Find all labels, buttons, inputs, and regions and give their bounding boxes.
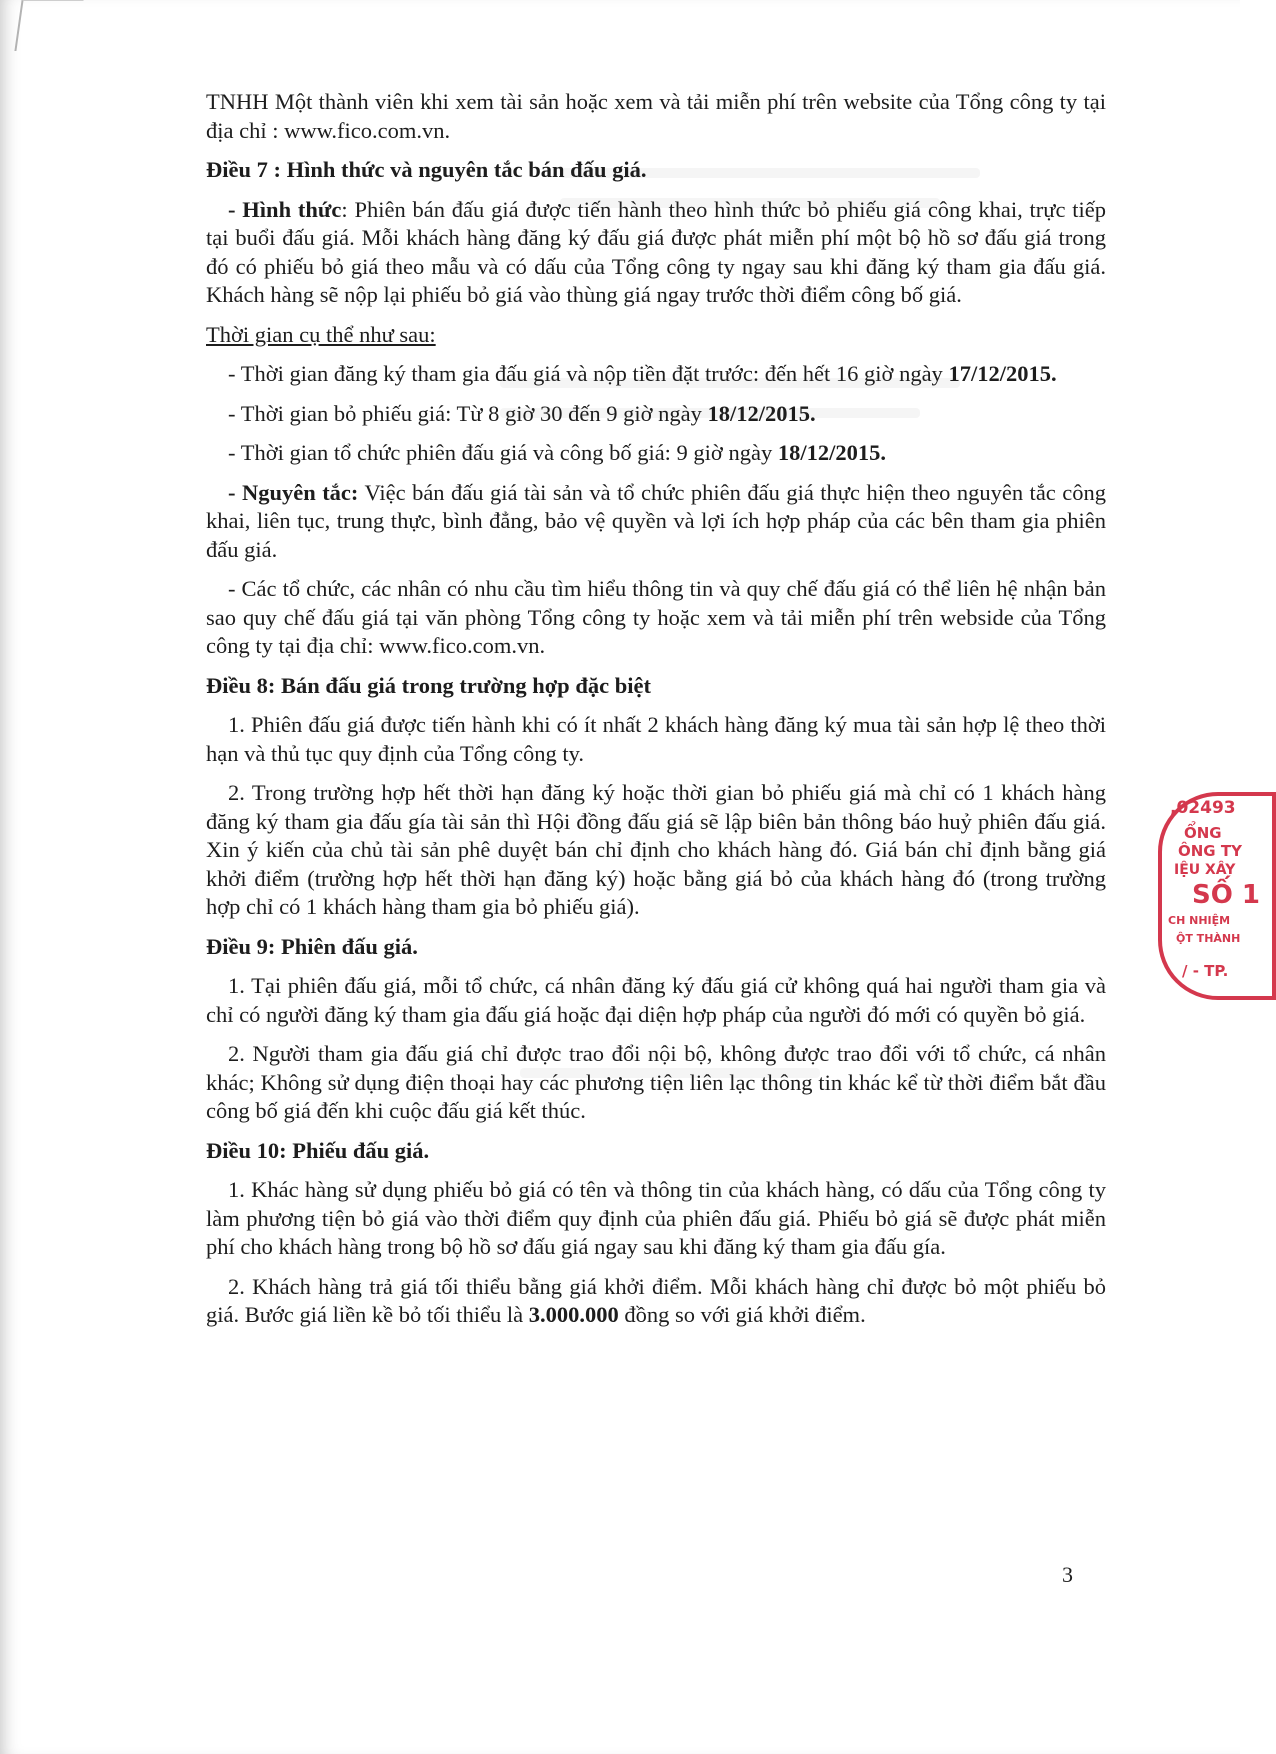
article-9-item-1: 1. Tại phiên đấu giá, mỗi tổ chức, cá nhân đăng ký đấu giá cử không quá hai người tham gia và chỉ có người đăng ký tham gia đấu giá hoặc đại diện hợp pháp của người đó mới có quyền bỏ giá. [206,973,1106,1027]
paragraph-text: - Thời gian bỏ phiếu giá: Từ 8 giờ 30 đến 9 giờ ngày [228,400,708,426]
paragraph-text: - Thời gian đăng ký tham gia đấu giá và nộp tiền đặt trước: đến hết 16 giờ ngày [228,361,949,386]
bold-amount: 3.000.000 [528,1302,619,1327]
stamp-text: ỘT THÀNH [1176,932,1241,945]
stamp-text: IỆU XÂY [1174,862,1236,878]
article-10-heading: Điều 10: Phiếu đấu giá. [206,1137,430,1163]
paragraph-text: 2. Khách hàng trả giá tối thiểu bằng giá khởi điểm. Mỗi khách hàng chỉ được bỏ một phiếu bỏ giá. Bước giá liền kề bỏ tối thiểu là [206,1273,1106,1327]
page-number: 3 [1062,1562,1073,1587]
paragraph-continuation: TNHH Một thành viên khi xem tài sản hoặc xem và tải miễn phí trên website của Tổng công ty tại địa chỉ : www.fico.com.vn. [206,89,1106,143]
schedule-subheading [206,321,1106,350]
article-9-item-2: 2. Người tham gia đấu giá chỉ được trao đổi nội bộ, không được trao đổi với tổ chức, cá nhân khác; Không sử dụng điện thoại hay các phương tiện liên lạc thông tin khác kể từ thời điểm bắt đầu công bố giá đến khi cuộc đấu giá kết thúc. [206,1041,1106,1123]
paragraph-contact: - Các tổ chức, các nhân có nhu cầu tìm hiểu thông tin và quy chế đấu giá có thể liên hệ nhận bản sao quy chế đấu giá tại văn phòng Tổng công ty hoặc xem và tải miễn phí trên webside của Tổng công ty tại địa chỉ: www.fico.com.vn. [206,576,1106,658]
paragraph-text: : Phiên bán đấu giá được tiến hành theo hình thức bỏ phiếu giá công khai, trực tiếp tại buổi đấu giá. Mỗi khách hàng đăng ký đấu giá được phát miễn phí một bộ hồ sơ đấu giá trong đó có phiếu bỏ giá theo mẫu và có dấu của Tổng công ty ngay sau khi đăng ký tham gia đấu giá. Khách hàng sẽ nộp lại phiếu bỏ giá vào thùng giá ngay trước thời điểm công bố giá. [206,196,1106,307]
stamp-text: ỔNG [1184,824,1222,842]
corner-fold-mark [14,0,83,51]
article-10-item-1: 1. Khác hàng sử dụng phiếu bỏ giá có tên và thông tin của khách hàng, có dấu của Tổng công ty làm phương tiện bỏ giá vào thời điểm quy định của phiên đấu giá. Phiếu bỏ giá sẽ được phát miễn phí cho khách hàng trong bộ hồ sơ đấu giá ngay sau khi đăng ký tham gia đấu gía. [206,1177,1106,1259]
article-7-heading: Điều 7 : Hình thức và nguyên tắc bán đấu giá. [206,157,647,182]
paragraph-text: đồng so với giá khởi điểm. [618,1302,866,1327]
paragraph-form [206,196,1106,310]
document-body [206,88,1106,1341]
paragraph-text: Việc bán đấu giá tài sản và tổ chức phiên đấu giá thực hiện theo nguyên tắc công khai, liên tục, trung thực, bình đẳng, bảo vệ quyền và lợi ích hợp pháp của các bên tham gia phiên đấu giá. [206,479,1106,562]
stamp-text: SỐ 1 [1192,880,1260,910]
stamp-text: / - TP. [1182,962,1229,980]
stamp-text: ÔNG TY [1178,842,1242,860]
bold-date: 17/12/2015. [948,361,1057,386]
red-company-stamp [1158,792,1276,1000]
stamp-text: ,02493 [1170,798,1236,818]
article-8-item-1: 1. Phiên đấu giá được tiến hành khi có ít nhất 2 khách hàng đăng ký mua tài sản hợp lệ theo thời hạn và thủ tục quy định của Tổng công ty. [206,712,1106,766]
bold-date: 18/12/2015. [707,400,816,426]
stamp-text: CH NHIỆM [1168,914,1231,927]
term-label: - Hình thức [228,196,342,222]
underlined-text: Thời gian cụ thể như sau: [206,321,436,347]
bold-date: 18/12/2015. [777,440,886,465]
schedule-bidding [206,400,1106,429]
article-10-item-2 [206,1273,1106,1330]
paragraph-principle [206,479,1106,565]
schedule-registration [206,360,1106,389]
term-label: - Nguyên tắc: [228,479,359,505]
article-8-heading: Điều 8: Bán đấu giá trong trường hợp đặc biệt [206,672,651,698]
schedule-session [206,439,1106,468]
article-9-heading: Điều 9: Phiên đấu giá. [206,933,418,959]
article-8-item-2: 2. Trong trường hợp hết thời hạn đăng ký hoặc thời gian bỏ phiếu giá mà chỉ có 1 khách hàng đăng ký tham gia đấu gía tài sản thì Hội đồng đấu giá sẽ lập biên bản thông báo huỷ phiên đấu giá. Xin ý kiến của chủ tài sản phê duyệt bán chỉ định cho khách hàng đó. Giá bán chỉ định bằng giá khởi điểm (trường hợp hết thời hạn đăng ký) hoặc bằng giá bỏ của khách hàng đó (trong trường hợp chỉ có 1 khách hàng tham gia bỏ phiếu giá). [206,780,1106,919]
paragraph-text: - Thời gian tổ chức phiên đấu giá và công bố giá: 9 giờ ngày [228,440,778,465]
